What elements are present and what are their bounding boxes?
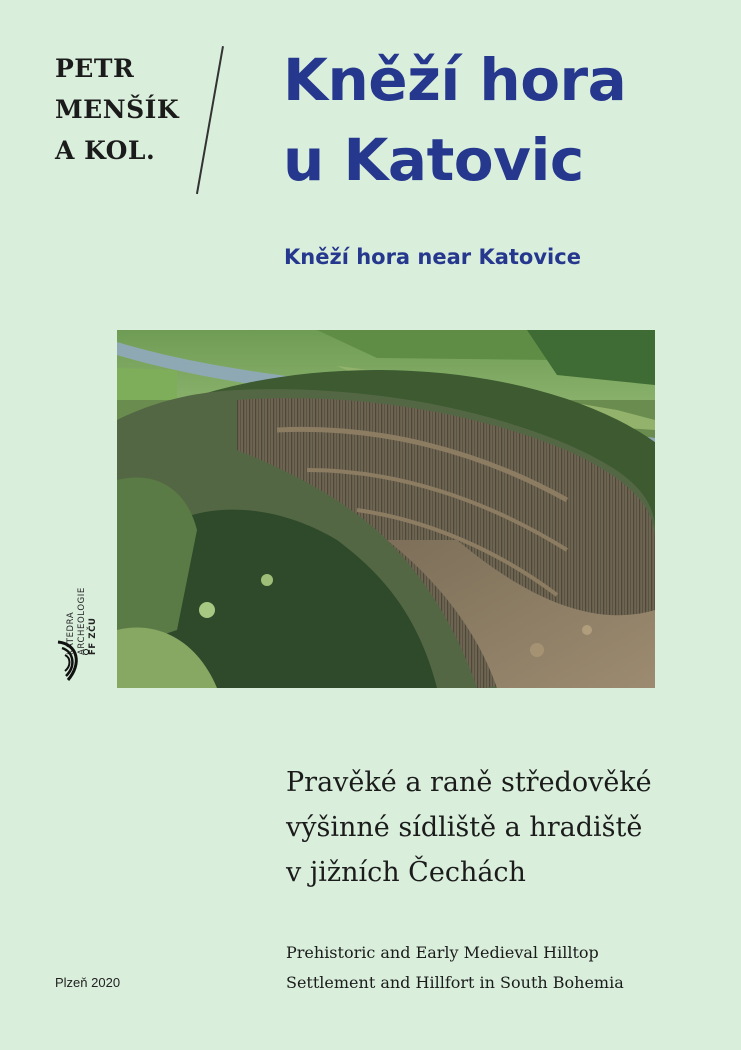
subtitle-line: výšinné sídliště a hradiště (286, 812, 643, 843)
author-line: MENŠÍK (55, 95, 180, 124)
author-line: A KOL. (55, 136, 156, 165)
slash-divider (196, 46, 224, 194)
english-title: Kněží hora near Katovice (284, 245, 581, 269)
subtitle-line: v jižních Čechách (286, 857, 526, 888)
subtitle-line: Prehistoric and Early Medieval Hilltop (286, 943, 599, 962)
author-line: PETR (55, 54, 135, 83)
english-subtitle (286, 938, 624, 998)
imprint: Plzeň 2020 (55, 975, 121, 990)
spiral-logo-icon (52, 638, 92, 686)
logo-line: ARCHEOLOGIE (77, 587, 87, 655)
logo-line: FF ZČU (88, 617, 98, 655)
author-names (55, 48, 179, 171)
book-title (283, 40, 626, 200)
department-logo (48, 545, 98, 695)
logo-line: KATEDRA (66, 611, 76, 655)
czech-subtitle (286, 760, 652, 895)
subtitle-line: Pravěké a raně středověké (286, 767, 652, 798)
aerial-photo (117, 330, 655, 688)
title-line: u Katovic (283, 126, 584, 194)
subtitle-line: Settlement and Hillfort in South Bohemia (286, 973, 624, 992)
title-line: Kněží hora (283, 46, 627, 114)
